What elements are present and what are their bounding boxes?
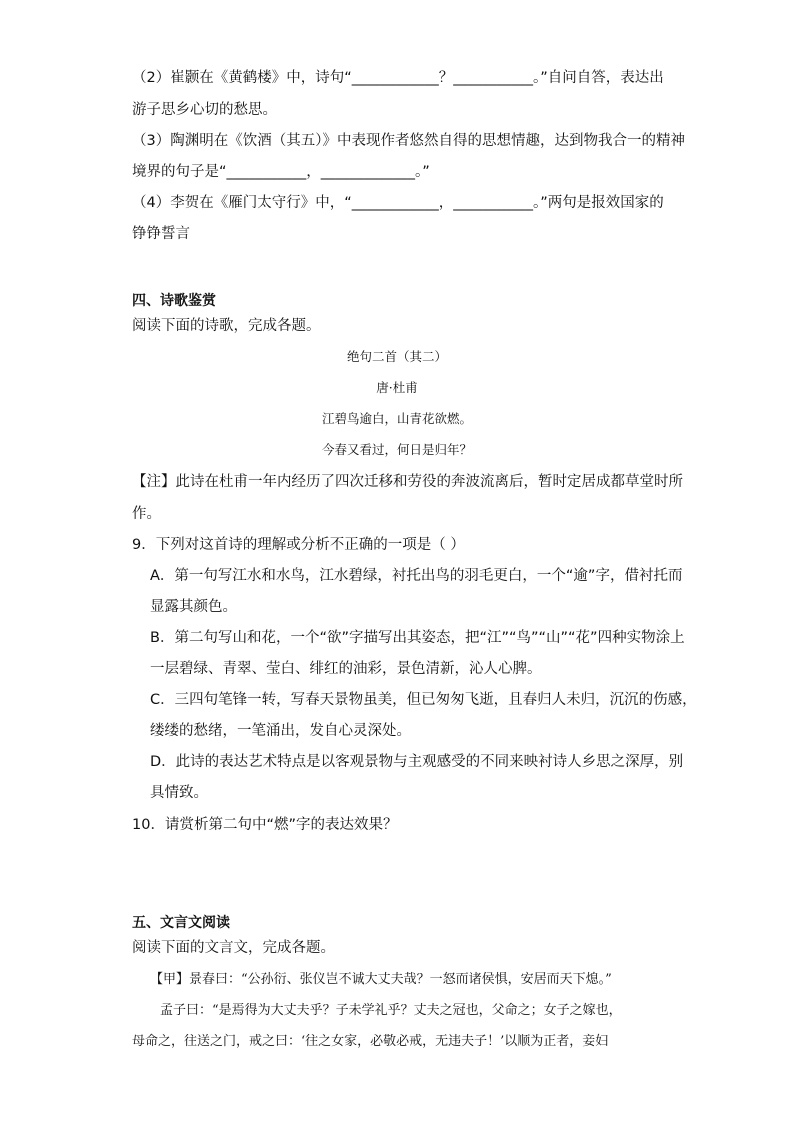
q4-line-1: （4）李贺在《雁门太守行》中，“____________，___________。”两句是报效国家的 (132, 195, 664, 211)
option-d-line-1: D．此诗的表达艺术特点是以客观景物与主观感受的不同来映衬诗人乡思之深厚，别 (150, 754, 684, 770)
q3-line-2: 境界的句子是“___________，_____________。” (132, 164, 430, 180)
classical-text-line-1: 【甲】景春曰：“公孙衍、张仪岂不诚大丈夫哉？一怒而诸侯惧，安居而天下熄。” (150, 972, 612, 987)
option-a-line-1: A．第一句写江水和水鸟，江水碧绿，衬托出鸟的羽毛更白，一个“逾”字，借衬托而 (150, 568, 683, 584)
q2-line-2: 游子思乡心切的愁思。 (132, 102, 277, 118)
option-d-line-2: 具情致。 (150, 785, 208, 801)
option-c-line-2: 缕缕的愁绪，一笔涌出，发自心灵深处。 (150, 723, 411, 739)
poem-title: 绝句二首（其二） (346, 349, 447, 364)
note-line-2: 作。 (132, 506, 161, 522)
section-4-heading: 四、诗歌鉴赏 (132, 293, 216, 309)
option-b-line-1: B．第二句写山和花，一个“欲”字描写出其姿态，把“江”“鸟”“山”“花”四种实物涂上 (150, 630, 685, 646)
option-c-line-1: C．三四句笔锋一转，写春天景物虽美，但已匆匆飞逝，且春归人未归，沉沉的伤感， (150, 692, 697, 708)
poem-line-1: 江碧鸟逾白，山青花欲燃。 (321, 411, 472, 426)
question-10-stem: 10．请赏析第二句中“燃”字的表达效果？ (132, 817, 398, 833)
classical-text-line-3: 母命之，往送之门，戒之曰：‘往之女家，必敬必戒，无违夫子！’以顺为正者，妾妇 (132, 1034, 609, 1049)
q3-line-1: （3）陶渊明在《饮酒（其五）》中表现作者悠然自得的思想情趣，达到物我合一的精神 (132, 133, 685, 149)
q4-line-2: 铮铮誓言 (132, 226, 190, 242)
section-5-heading: 五、文言文阅读 (132, 915, 230, 931)
q2-line-1: （2）崔颢在《黄鹤楼》中，诗句“____________？___________。”自问自答，表达出 (132, 70, 664, 86)
section-4-intro: 阅读下面的诗歌，完成各题。 (132, 318, 321, 334)
section-5-intro: 阅读下面的文言文，完成各题。 (132, 940, 335, 956)
option-a-line-2: 显露其颜色。 (150, 599, 237, 615)
poem-author: 唐·杜甫 (376, 380, 418, 395)
poem-line-2: 今春又看过，何日是归年？ (321, 442, 472, 457)
question-9-stem: 9．下列对这首诗的理解或分析不正确的一项是（ ） (132, 537, 465, 553)
note-line-1: 【注】此诗在杜甫一年内经历了四次迁移和劳役的奔波流离后，暂时定居成都草堂时所 (132, 474, 683, 490)
option-b-line-2: 一层碧绿、青翠、莹白、绯红的油彩，景色清新，沁人心脾。 (150, 661, 542, 677)
classical-text-line-2: 孟子曰：“是焉得为大丈夫乎？子未学礼乎？丈夫之冠也，父命之；女子之嫁也， (160, 1003, 622, 1018)
